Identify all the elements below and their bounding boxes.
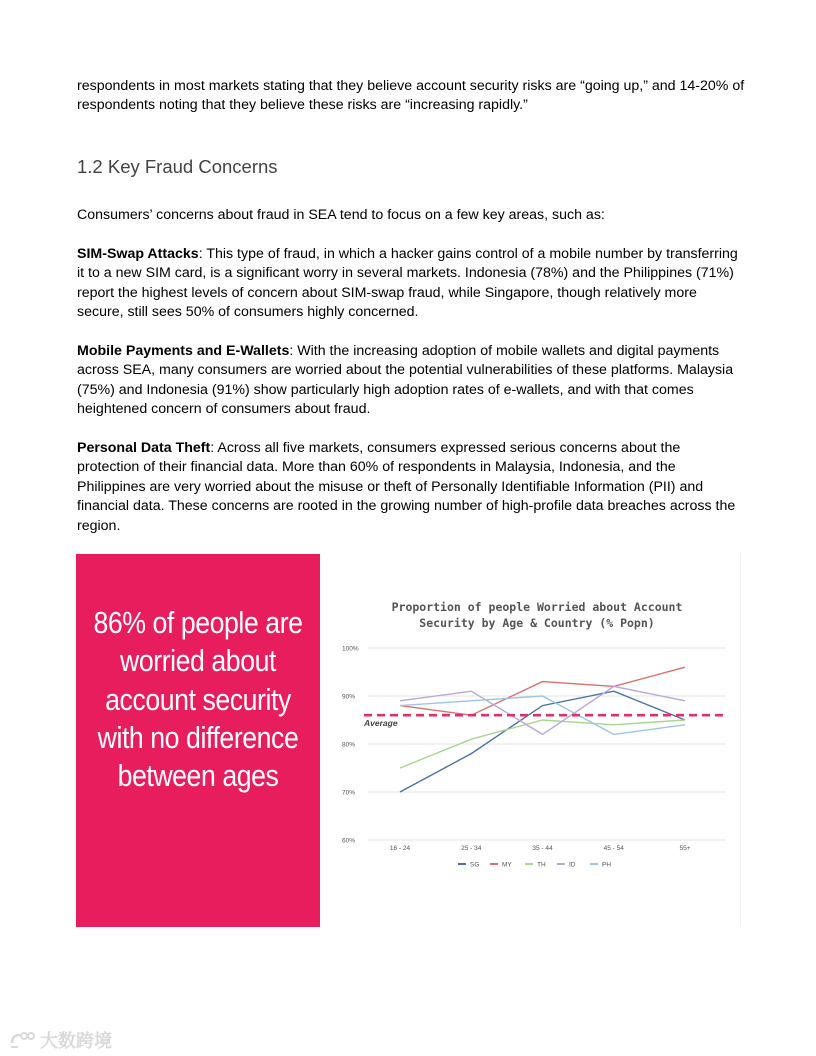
legend-label: PH <box>602 861 612 869</box>
concern-text: : With the increasing adoption of mobile wallets and digital payments across SEA, many consumers are worried about the potential vulnerabilities of these platforms. Malaysia (75%) and Indonesia (91%) show particularly high adoption rates of e-wallets, and with that comes heightened concern of consumers about fraud. <box>77 343 734 418</box>
legend-label: TH <box>537 861 546 869</box>
y-tick-label: 80% <box>342 741 356 749</box>
concern-title: Personal Data Theft <box>77 440 211 456</box>
lead-paragraph: Consumers’ concerns about fraud in SEA tend to focus on a few key areas, such as: <box>77 207 605 223</box>
concern-title: Mobile Payments and E-Wallets <box>77 343 290 359</box>
chart-title-line: Proportion of people Worried about Account <box>391 600 683 614</box>
legend-label: ID <box>569 861 576 869</box>
y-tick-label: 90% <box>342 693 356 701</box>
average-label: Average <box>364 718 398 729</box>
infographic-figure <box>76 554 740 927</box>
chart-panel <box>320 554 741 927</box>
series-line-sg <box>400 691 685 792</box>
legend-label: MY <box>502 861 512 869</box>
concern-data-theft <box>77 439 745 536</box>
section-heading: 1.2 Key Fraud Concerns <box>77 156 278 177</box>
watermark-logo-icon <box>8 1029 36 1051</box>
x-tick-label: 55+ <box>679 845 691 852</box>
concern-title: SIM-Swap Attacks <box>77 246 199 262</box>
series-line-id <box>400 686 685 734</box>
concern-text: : This type of fraud, in which a hacker gains control of a mobile number by transferring it to a new SIM card, is a significant worry in several markets. Indonesia (78%) and the Philippines (71%) report the highest levels of concern about SIM-swap fraud, while Singapore, though relatively more secure, still sees 50% of consumers highly concerned. <box>77 246 738 321</box>
legend-label: SG <box>470 861 480 869</box>
x-tick-label: 25 - 34 <box>461 845 482 852</box>
intro-paragraph: respondents in most markets stating that they believe account security risks are “going up,” and 14-20% of respondents noting that they believe these risks are “increasing rapidly.” <box>77 78 745 114</box>
x-tick-label: 45 - 54 <box>603 845 624 852</box>
concern-text: : Across all five markets, consumers expressed serious concerns about the protection of their financial data. More than 60% of respondents in Malaysia, Indonesia, and the Philippines are very worried about the misuse or theft of Personally Identifiable Information (PII) and financial data. These concerns are rooted in the growing number of high-profile data breaches across the region. <box>77 440 736 534</box>
watermark <box>8 1028 112 1052</box>
series-line-my <box>400 667 685 715</box>
y-tick-label: 60% <box>342 837 356 845</box>
x-tick-label: 16 - 24 <box>389 845 411 852</box>
line-chart <box>320 554 740 927</box>
y-tick-label: 100% <box>342 645 359 653</box>
x-tick-label: 35 - 44 <box>532 845 553 852</box>
callout-panel <box>76 554 320 927</box>
callout-text: 86% of people are worried about account security with no difference between ages <box>93 605 303 794</box>
concern-mobile-payments <box>77 342 745 420</box>
concern-sim-swap <box>77 245 745 323</box>
chart-title-line: Security by Age & Country (% Popn) <box>419 616 655 630</box>
y-tick-label: 70% <box>342 789 356 797</box>
watermark-text: 大数跨境 <box>40 1031 112 1051</box>
